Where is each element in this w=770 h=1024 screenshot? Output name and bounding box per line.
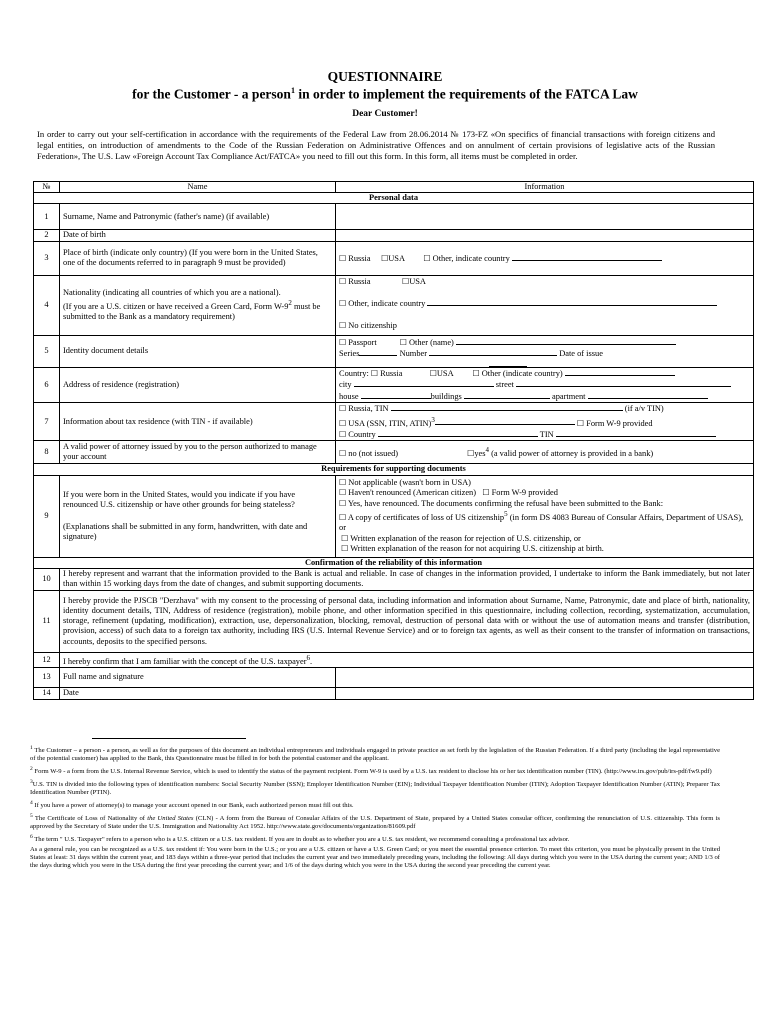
col-header-information: Information [336, 182, 754, 193]
row-identity-document: 5 Identity document details ☐ Passport ☐ Other (name) Series Number Date of issue [34, 335, 754, 367]
checkbox-address-usa[interactable]: ☐ [429, 368, 437, 378]
series-field[interactable] [359, 348, 397, 356]
checkbox-poa-yes[interactable]: ☐ [467, 449, 475, 459]
checkbox-tax-other-country[interactable]: ☐ [339, 429, 347, 439]
street-field[interactable] [516, 379, 731, 387]
row-data-processing-consent: 11 I hereby provide the PJSCB "Derzhava" with my consent to the processing of personal data, including information and information about Surname, Name, Patronymic, date and place of birth, nationality, identity document details, TIN, Address of residence (registration), mobile phone, and other information specified in this questionnaire, including collection, recording, systematization, accumulation, storage, refinement (updating, modification), extraction, use, depersonalization, blocking, removal, destruction of personal data with or without the use of automation means and transfer (distribution, provision, access) of such data to a foreign tax authority, including IRS (U.S. Internal Revenue Service) and or to foreign tax agents, as well as their consent to the transfer of information on transactions, accounts, deposits to the specified persons. [34, 590, 754, 652]
intro-paragraph: In order to carry out your self-certification in accordance with the requirements of the Federal Law from 28.06.2014 № 173-FZ «On specifics of financial transactions with foreign citizens and legal entities, on introduction of amendments to the Code of the Russian Federation on Administrative Offences and on annulment of certain provisions of legislative acts of the Russian Federation», The U.S. Law «Foreign Account Tax Compliance Act/FATCA» you need to fill out this form. In this form, all items must be completed in order. [37, 129, 715, 162]
checkbox-birth-other[interactable]: ☐ [423, 253, 431, 263]
house-field[interactable] [361, 391, 431, 399]
checkbox-renounced[interactable]: ☐ [339, 498, 347, 508]
address-country-field[interactable] [565, 368, 675, 376]
date-field[interactable] [336, 687, 754, 699]
row-address: 6 Address of residence (registration) Country: ☐ Russia ☐USA ☐ Other (indicate country) city street house buildings apartment [34, 367, 754, 403]
usa-tin-field[interactable] [435, 417, 575, 425]
footnote-6-continued: As a general rule, you can be recognized as a U.S. tax resident if: You were born in the U.S.; or you are a U.S. citizen or have a U.S. Green Card; or you meet the essential presence criterion. To meet this criterion, you must be physically present in the United States at least: 31 days within the current year, and 183 days within a three-year period that includes the current year and two immediately preceding years, including the following: All days during which you were in the USA during the current year; AND 1/3 of the days during which you were in the USA during the first year preceding the current year; and 1/6 of the days during which you were in the USA during the second year preceding the current year. [30, 845, 720, 870]
date-of-birth-field[interactable] [336, 230, 754, 241]
footnote-6: $^6$ The term " U.S. Taxpayer" refers to a person who is a U.S. citizen or a U.S. tax resident. If you are in doubt as to whether you are a U.S. tax resident, we recommend consulting a professional tax advisor. [30, 834, 570, 844]
table-header-row [34, 182, 754, 193]
checkbox-rejection-explanation[interactable]: ☐ [341, 533, 349, 543]
row-nationality: 4 Nationality (indicating all countries of which you are a national). (If you are a U.S. citizen or have received a Green Card, Form $W-9^2$ must be submitted to the Bank as a mandatory requirement) ☐ Russia ☐USA ☐ Other, indicate country ☐ No citizenship [34, 275, 754, 335]
row-place-of-birth: 3 Place of birth (indicate only country) (If you were born in the United States, one of the documents referred to in paragraph 9 must be provided) ☐ Russia ☐USA ☐ Other, indicate country [34, 241, 754, 275]
checkbox-nationality-usa[interactable]: ☐ [402, 276, 410, 286]
checkbox-not-applicable[interactable]: ☐ [339, 477, 347, 487]
checkbox-tax-russia[interactable]: ☐ [339, 404, 347, 414]
checkbox-other-document[interactable]: ☐ [399, 337, 407, 347]
row-taxpayer-confirmation: 12 I hereby confirm that I am familiar with the concept of the U.S. taxpayer$^6$. [34, 652, 754, 667]
tax-country-field[interactable] [378, 429, 538, 437]
birth-country-field[interactable] [512, 253, 662, 261]
col-header-number: № [34, 182, 60, 193]
checkbox-no-citizenship[interactable]: ☐ [339, 320, 347, 330]
tax-country-tin-field[interactable] [556, 429, 716, 437]
apartment-field[interactable] [588, 391, 708, 399]
checkbox-certificate-copy[interactable]: ☐ [339, 512, 347, 522]
row-full-name: 1 Surname, Name and Patronymic (father's name) (if available) [34, 204, 754, 230]
row-date-of-birth: 2 Date of birth [34, 230, 754, 241]
row-date: 14 Date [34, 687, 754, 699]
footnote-5: $^5$ The Certificate of Loss of Nationality of the United States (CLN) - A form from the Bureau of Consular Affairs of the U.S. Department of State, prepared by a United States consular officer, confirming the renunciation of U.S. citizenship. This form is approved by the Secretary of State under the U.S. Immigration and Nationality Act 1952. http://www.state.gov/documents/organization/81609.pdf [30, 812, 721, 831]
section-confirmation: Confirmation of the reliability of this information [34, 557, 754, 568]
page-subtitle: for the Customer - a person$^1$ in order to implement the requirements of the FATCA Law [132, 86, 638, 102]
row-tax-residence: 7 Information about tax residence (with TIN - if available) ☐ Russia, TIN (if a/v TIN) ☐ USA (SSN, ITIN, ATIN)$^3$ ☐ Form W-9 provided ☐ Country TIN [34, 403, 754, 441]
questionnaire-table [33, 181, 754, 700]
section-supporting-documents: Requirements for supporting documents [34, 464, 754, 475]
checkbox-address-other[interactable]: ☐ [472, 368, 480, 378]
checkbox-birth-usa[interactable]: ☐ [381, 253, 389, 263]
checkbox-birth-russia[interactable]: ☐ [339, 253, 347, 263]
document-name-field[interactable] [456, 337, 676, 345]
footnote-1: $^1$ The Customer – a person - a person, as well as for the purposes of this document an individual entrepreneurs and individuals engaged in private practice as set forth by the legislation of the Russian Federation. If a third party (including the legal representative of the potential customer) has applied to the Bank, this Questionnaire must be filled in for both the potential customer and the applicant. [30, 745, 720, 763]
section-personal-data: Personal data [34, 193, 754, 204]
checkbox-nationality-russia[interactable]: ☐ [339, 276, 347, 286]
checkbox-address-russia[interactable]: ☐ [370, 368, 379, 378]
checkbox-passport[interactable]: ☐ [339, 337, 347, 347]
checkbox-nationality-other[interactable]: ☐ [339, 298, 347, 308]
row-renounced-citizenship: 9 If you were born in the United States, would you indicate if you have renounced U.S. citizenship or have other grounds for being stateless? (Explanations shall be submitted in any form, handwritten, with date and signature) ☐ Not applicable (wasn't born in USA) ☐ Haven't renounced (American citizen) ☐ Form W-9 provided ☐ Yes, have renounced. The documents confirming the refusal have been submitted to the Bank: ☐ A copy of certificates of loss of US citizenship$^5$ (in form DS 4083 Bureau of Consular Affairs, Department of USAS), or ☐ Written explanation of the reason for rejection of U.S. citizenship, or ☐ Written explanation of the reason for not acquiring U.S. citizenship at birth. [34, 475, 754, 557]
city-field[interactable] [354, 379, 494, 387]
footnote-2: $^2$ Form W-9 - a form from the U.S. Internal Revenue Service, which is used to identify the status of the payment recipient. Form W-9 is used by a U.S. tax resident to disclose his or her tax identification number (TIN). (http://www.irs.gov/pub/irs-pdf/fw9.pdf) [30, 766, 712, 776]
footnote-3: $^3$U.S. TIN is divided into the following types of identification numbers: Social Security Number (SSN); Employer Identification Number (EIN); Individual Taxpayer Identification Number (ITIN); Adoption Taxpayer Identification Number (ATIN); Preparer Tax Identification Number (PTIN). [30, 778, 720, 797]
footnote-4: $^4$ If you have a power of attorney(s) to manage your account opened in our Bank, each authorized person must fill out this. [30, 800, 354, 810]
footnotes [30, 744, 720, 872]
row-power-of-attorney: 8 A valid power of attorney issued by you to the person authorized to manage your account ☐ no (not issued) ☐yes$^4$ (a valid power of attorney is provided in a bank) [34, 441, 754, 464]
row-representation: 10 I hereby represent and warrant that the information provided to the Bank is actual and reliable. In case of changes in the information provided, I undertake to inform the Bank immediately, but not later than within 15 working days from the date of changes, and submit supporting documents. [34, 568, 754, 590]
checkbox-tax-usa[interactable]: ☐ [339, 418, 347, 428]
number-field[interactable] [429, 348, 557, 356]
footnote-divider [92, 738, 246, 739]
checkbox-not-renounced[interactable]: ☐ [339, 488, 347, 498]
buildings-field[interactable] [464, 391, 550, 399]
checkbox-form-w9[interactable]: ☐ [576, 418, 585, 428]
col-header-name: Name [60, 182, 336, 193]
checkbox-not-acquiring-explanation[interactable]: ☐ [341, 544, 349, 554]
nationality-country-field[interactable] [427, 298, 717, 306]
full-name-field[interactable] [336, 204, 754, 230]
checkbox-poa-no[interactable]: ☐ [339, 449, 347, 459]
checkbox-w9-provided[interactable]: ☐ [482, 488, 490, 498]
greeting: Dear Customer! [352, 109, 418, 119]
page-title: QUESTIONNAIRE [327, 69, 443, 84]
russia-tin-field[interactable] [391, 403, 623, 411]
signature-field[interactable] [336, 667, 754, 687]
issue-date-field[interactable] [489, 362, 527, 367]
row-signature: 13 Full name and signature [34, 667, 754, 687]
